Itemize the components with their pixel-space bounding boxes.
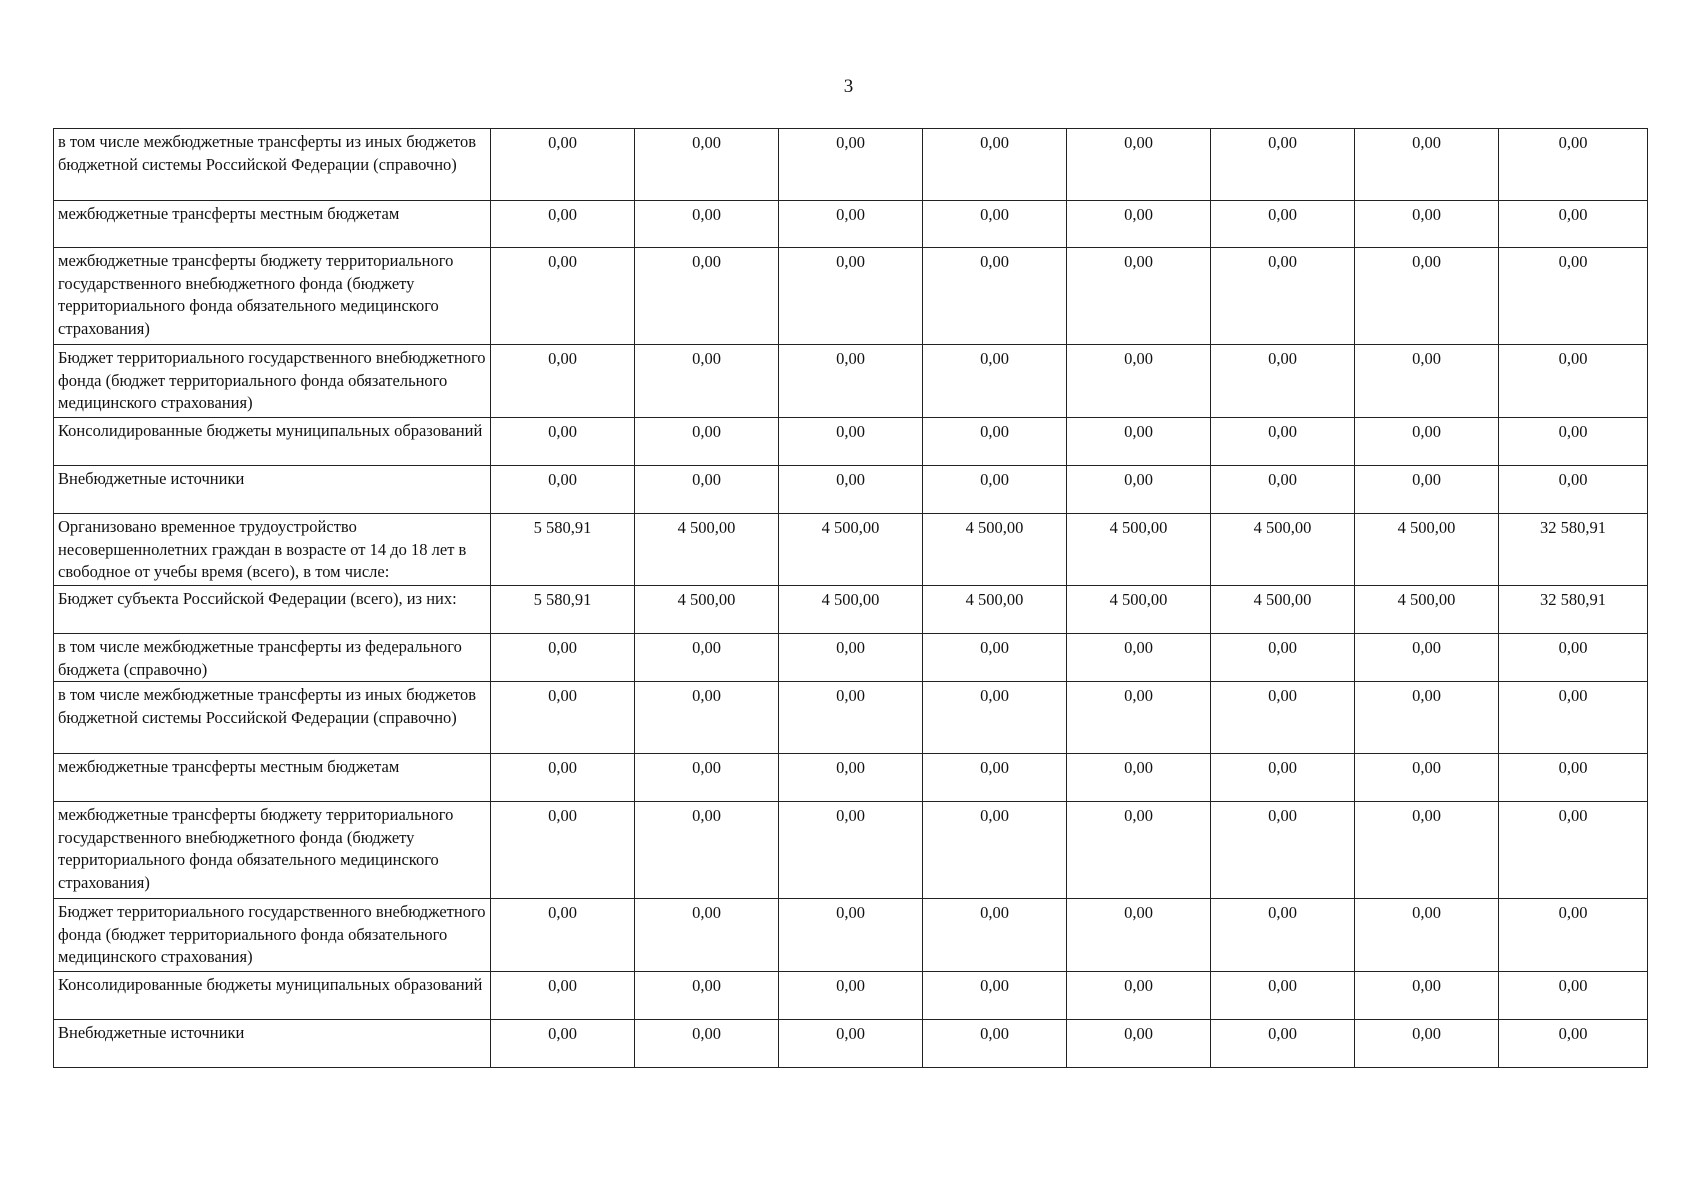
value-cell: 0,00 [923, 682, 1067, 754]
value-cell: 0,00 [1067, 802, 1211, 899]
value-cell: 0,00 [635, 682, 779, 754]
value-cell: 0,00 [923, 129, 1067, 201]
budget-table [53, 128, 1648, 1068]
value-cell: 4 500,00 [1211, 514, 1355, 586]
value-cell: 0,00 [635, 899, 779, 972]
table-row [54, 1020, 1648, 1068]
value-cell: 0,00 [1355, 129, 1499, 201]
value-cell: 0,00 [923, 972, 1067, 1020]
value-cell: 0,00 [635, 248, 779, 345]
value-cell: 0,00 [491, 754, 635, 802]
value-cell: 0,00 [923, 248, 1067, 345]
value-cell: 0,00 [1211, 345, 1355, 418]
value-cell: 0,00 [779, 899, 923, 972]
value-cell: 4 500,00 [923, 514, 1067, 586]
value-cell: 0,00 [1067, 201, 1211, 248]
value-cell: 32 580,91 [1499, 514, 1648, 586]
value-cell: 0,00 [491, 129, 635, 201]
value-cell: 0,00 [1067, 634, 1211, 682]
value-cell: 0,00 [1211, 418, 1355, 466]
value-cell: 0,00 [923, 1020, 1067, 1068]
value-cell: 0,00 [1067, 466, 1211, 514]
value-cell: 0,00 [491, 248, 635, 345]
value-cell: 0,00 [491, 634, 635, 682]
value-cell: 0,00 [1067, 418, 1211, 466]
value-cell: 0,00 [635, 802, 779, 899]
value-cell: 0,00 [635, 345, 779, 418]
value-cell: 0,00 [1499, 201, 1648, 248]
value-cell: 0,00 [779, 754, 923, 802]
value-cell: 0,00 [491, 1020, 635, 1068]
value-cell: 0,00 [923, 802, 1067, 899]
value-cell: 0,00 [1355, 201, 1499, 248]
value-cell: 0,00 [1067, 682, 1211, 754]
value-cell: 0,00 [1355, 682, 1499, 754]
row-label: межбюджетные трансферты местным бюджетам [54, 201, 491, 248]
value-cell: 0,00 [1499, 682, 1648, 754]
value-cell: 5 580,91 [491, 514, 635, 586]
value-cell: 5 580,91 [491, 586, 635, 634]
value-cell: 32 580,91 [1499, 586, 1648, 634]
table-row [54, 754, 1648, 802]
value-cell: 0,00 [491, 201, 635, 248]
table-row [54, 418, 1648, 466]
value-cell: 0,00 [491, 972, 635, 1020]
value-cell: 0,00 [635, 201, 779, 248]
value-cell: 0,00 [635, 418, 779, 466]
value-cell: 0,00 [923, 634, 1067, 682]
value-cell: 4 500,00 [1211, 586, 1355, 634]
value-cell: 0,00 [923, 345, 1067, 418]
value-cell: 0,00 [1499, 466, 1648, 514]
row-label: межбюджетные трансферты бюджету территориального государственного внебюджетного фонда (бюджету территориального фонда обязательного медицинского страхования) [54, 248, 491, 345]
value-cell: 0,00 [923, 754, 1067, 802]
value-cell: 0,00 [1355, 972, 1499, 1020]
value-cell: 0,00 [779, 418, 923, 466]
value-cell: 0,00 [1211, 248, 1355, 345]
table-row [54, 634, 1648, 682]
value-cell: 0,00 [1211, 466, 1355, 514]
value-cell: 0,00 [1067, 899, 1211, 972]
value-cell: 0,00 [1211, 1020, 1355, 1068]
row-label: в том числе межбюджетные трансферты из иных бюджетов бюджетной системы Российской Федерации (справочно) [54, 682, 491, 754]
value-cell: 0,00 [1355, 754, 1499, 802]
value-cell: 0,00 [491, 466, 635, 514]
row-label: Бюджет территориального государственного внебюджетного фонда (бюджет территориального фонда обязательного медицинского страхования) [54, 899, 491, 972]
value-cell: 0,00 [1355, 418, 1499, 466]
value-cell: 0,00 [635, 634, 779, 682]
value-cell: 0,00 [779, 802, 923, 899]
value-cell: 0,00 [1211, 972, 1355, 1020]
value-cell: 0,00 [779, 972, 923, 1020]
row-label: Внебюджетные источники [54, 1020, 491, 1068]
value-cell: 0,00 [1499, 1020, 1648, 1068]
row-label: Бюджет территориального государственного внебюджетного фонда (бюджет территориального фонда обязательного медицинского страхования) [54, 345, 491, 418]
value-cell: 0,00 [1355, 634, 1499, 682]
row-label: в том числе межбюджетные трансферты из федерального бюджета (справочно) [54, 634, 491, 682]
value-cell: 4 500,00 [635, 586, 779, 634]
value-cell: 0,00 [1067, 754, 1211, 802]
value-cell: 0,00 [1355, 802, 1499, 899]
value-cell: 0,00 [635, 466, 779, 514]
value-cell: 0,00 [923, 466, 1067, 514]
table-row [54, 248, 1648, 345]
budget-table-body [54, 129, 1648, 1068]
value-cell: 0,00 [1211, 634, 1355, 682]
row-label: межбюджетные трансферты местным бюджетам [54, 754, 491, 802]
table-row [54, 682, 1648, 754]
value-cell: 0,00 [1355, 1020, 1499, 1068]
table-row [54, 466, 1648, 514]
value-cell: 0,00 [1499, 972, 1648, 1020]
table-row [54, 201, 1648, 248]
value-cell: 0,00 [779, 1020, 923, 1068]
value-cell: 0,00 [1499, 754, 1648, 802]
table-row [54, 899, 1648, 972]
value-cell: 0,00 [1355, 899, 1499, 972]
value-cell: 0,00 [1355, 248, 1499, 345]
value-cell: 4 500,00 [779, 514, 923, 586]
value-cell: 0,00 [1499, 418, 1648, 466]
value-cell: 0,00 [779, 201, 923, 248]
value-cell: 0,00 [1499, 248, 1648, 345]
value-cell: 4 500,00 [635, 514, 779, 586]
value-cell: 4 500,00 [1067, 514, 1211, 586]
value-cell: 0,00 [779, 129, 923, 201]
value-cell: 0,00 [1499, 634, 1648, 682]
value-cell: 0,00 [1355, 345, 1499, 418]
value-cell: 0,00 [1211, 899, 1355, 972]
table-row [54, 972, 1648, 1020]
value-cell: 4 500,00 [1355, 586, 1499, 634]
row-label: межбюджетные трансферты бюджету территориального государственного внебюджетного фонда (бюджету территориального фонда обязательного медицинского страхования) [54, 802, 491, 899]
row-label: Консолидированные бюджеты муниципальных образований [54, 418, 491, 466]
value-cell: 0,00 [1499, 802, 1648, 899]
value-cell: 0,00 [491, 802, 635, 899]
value-cell: 0,00 [635, 754, 779, 802]
value-cell: 0,00 [1211, 682, 1355, 754]
value-cell: 0,00 [1211, 802, 1355, 899]
page-number: 3 [843, 76, 854, 97]
table-row [54, 586, 1648, 634]
value-cell: 4 500,00 [779, 586, 923, 634]
value-cell: 4 500,00 [1067, 586, 1211, 634]
value-cell: 0,00 [1211, 201, 1355, 248]
value-cell: 0,00 [923, 201, 1067, 248]
value-cell: 0,00 [491, 418, 635, 466]
value-cell: 0,00 [1499, 899, 1648, 972]
table-row [54, 802, 1648, 899]
value-cell: 0,00 [923, 899, 1067, 972]
value-cell: 0,00 [1067, 1020, 1211, 1068]
row-label: Консолидированные бюджеты муниципальных образований [54, 972, 491, 1020]
value-cell: 0,00 [923, 418, 1067, 466]
value-cell: 0,00 [1211, 754, 1355, 802]
table-row [54, 129, 1648, 201]
row-label: Организовано временное трудоустройство несовершеннолетних граждан в возрасте от 14 до 18 лет в свободное от учебы время (всего), в том числе: [54, 514, 491, 586]
value-cell: 0,00 [491, 682, 635, 754]
value-cell: 0,00 [1499, 129, 1648, 201]
value-cell: 0,00 [779, 634, 923, 682]
row-label: Внебюджетные источники [54, 466, 491, 514]
value-cell: 0,00 [1499, 345, 1648, 418]
value-cell: 0,00 [779, 345, 923, 418]
table-row [54, 345, 1648, 418]
value-cell: 0,00 [491, 899, 635, 972]
value-cell: 0,00 [1211, 129, 1355, 201]
value-cell: 0,00 [1067, 972, 1211, 1020]
value-cell: 0,00 [491, 345, 635, 418]
value-cell: 0,00 [635, 129, 779, 201]
value-cell: 4 500,00 [1355, 514, 1499, 586]
value-cell: 0,00 [1067, 129, 1211, 201]
value-cell: 0,00 [1067, 248, 1211, 345]
value-cell: 4 500,00 [923, 586, 1067, 634]
row-label: Бюджет субъекта Российской Федерации (всего), из них: [54, 586, 491, 634]
value-cell: 0,00 [779, 682, 923, 754]
table-row [54, 514, 1648, 586]
value-cell: 0,00 [635, 972, 779, 1020]
value-cell: 0,00 [635, 1020, 779, 1068]
value-cell: 0,00 [779, 466, 923, 514]
value-cell: 0,00 [779, 248, 923, 345]
value-cell: 0,00 [1355, 466, 1499, 514]
row-label: в том числе межбюджетные трансферты из иных бюджетов бюджетной системы Российской Федерации (справочно) [54, 129, 491, 201]
value-cell: 0,00 [1067, 345, 1211, 418]
